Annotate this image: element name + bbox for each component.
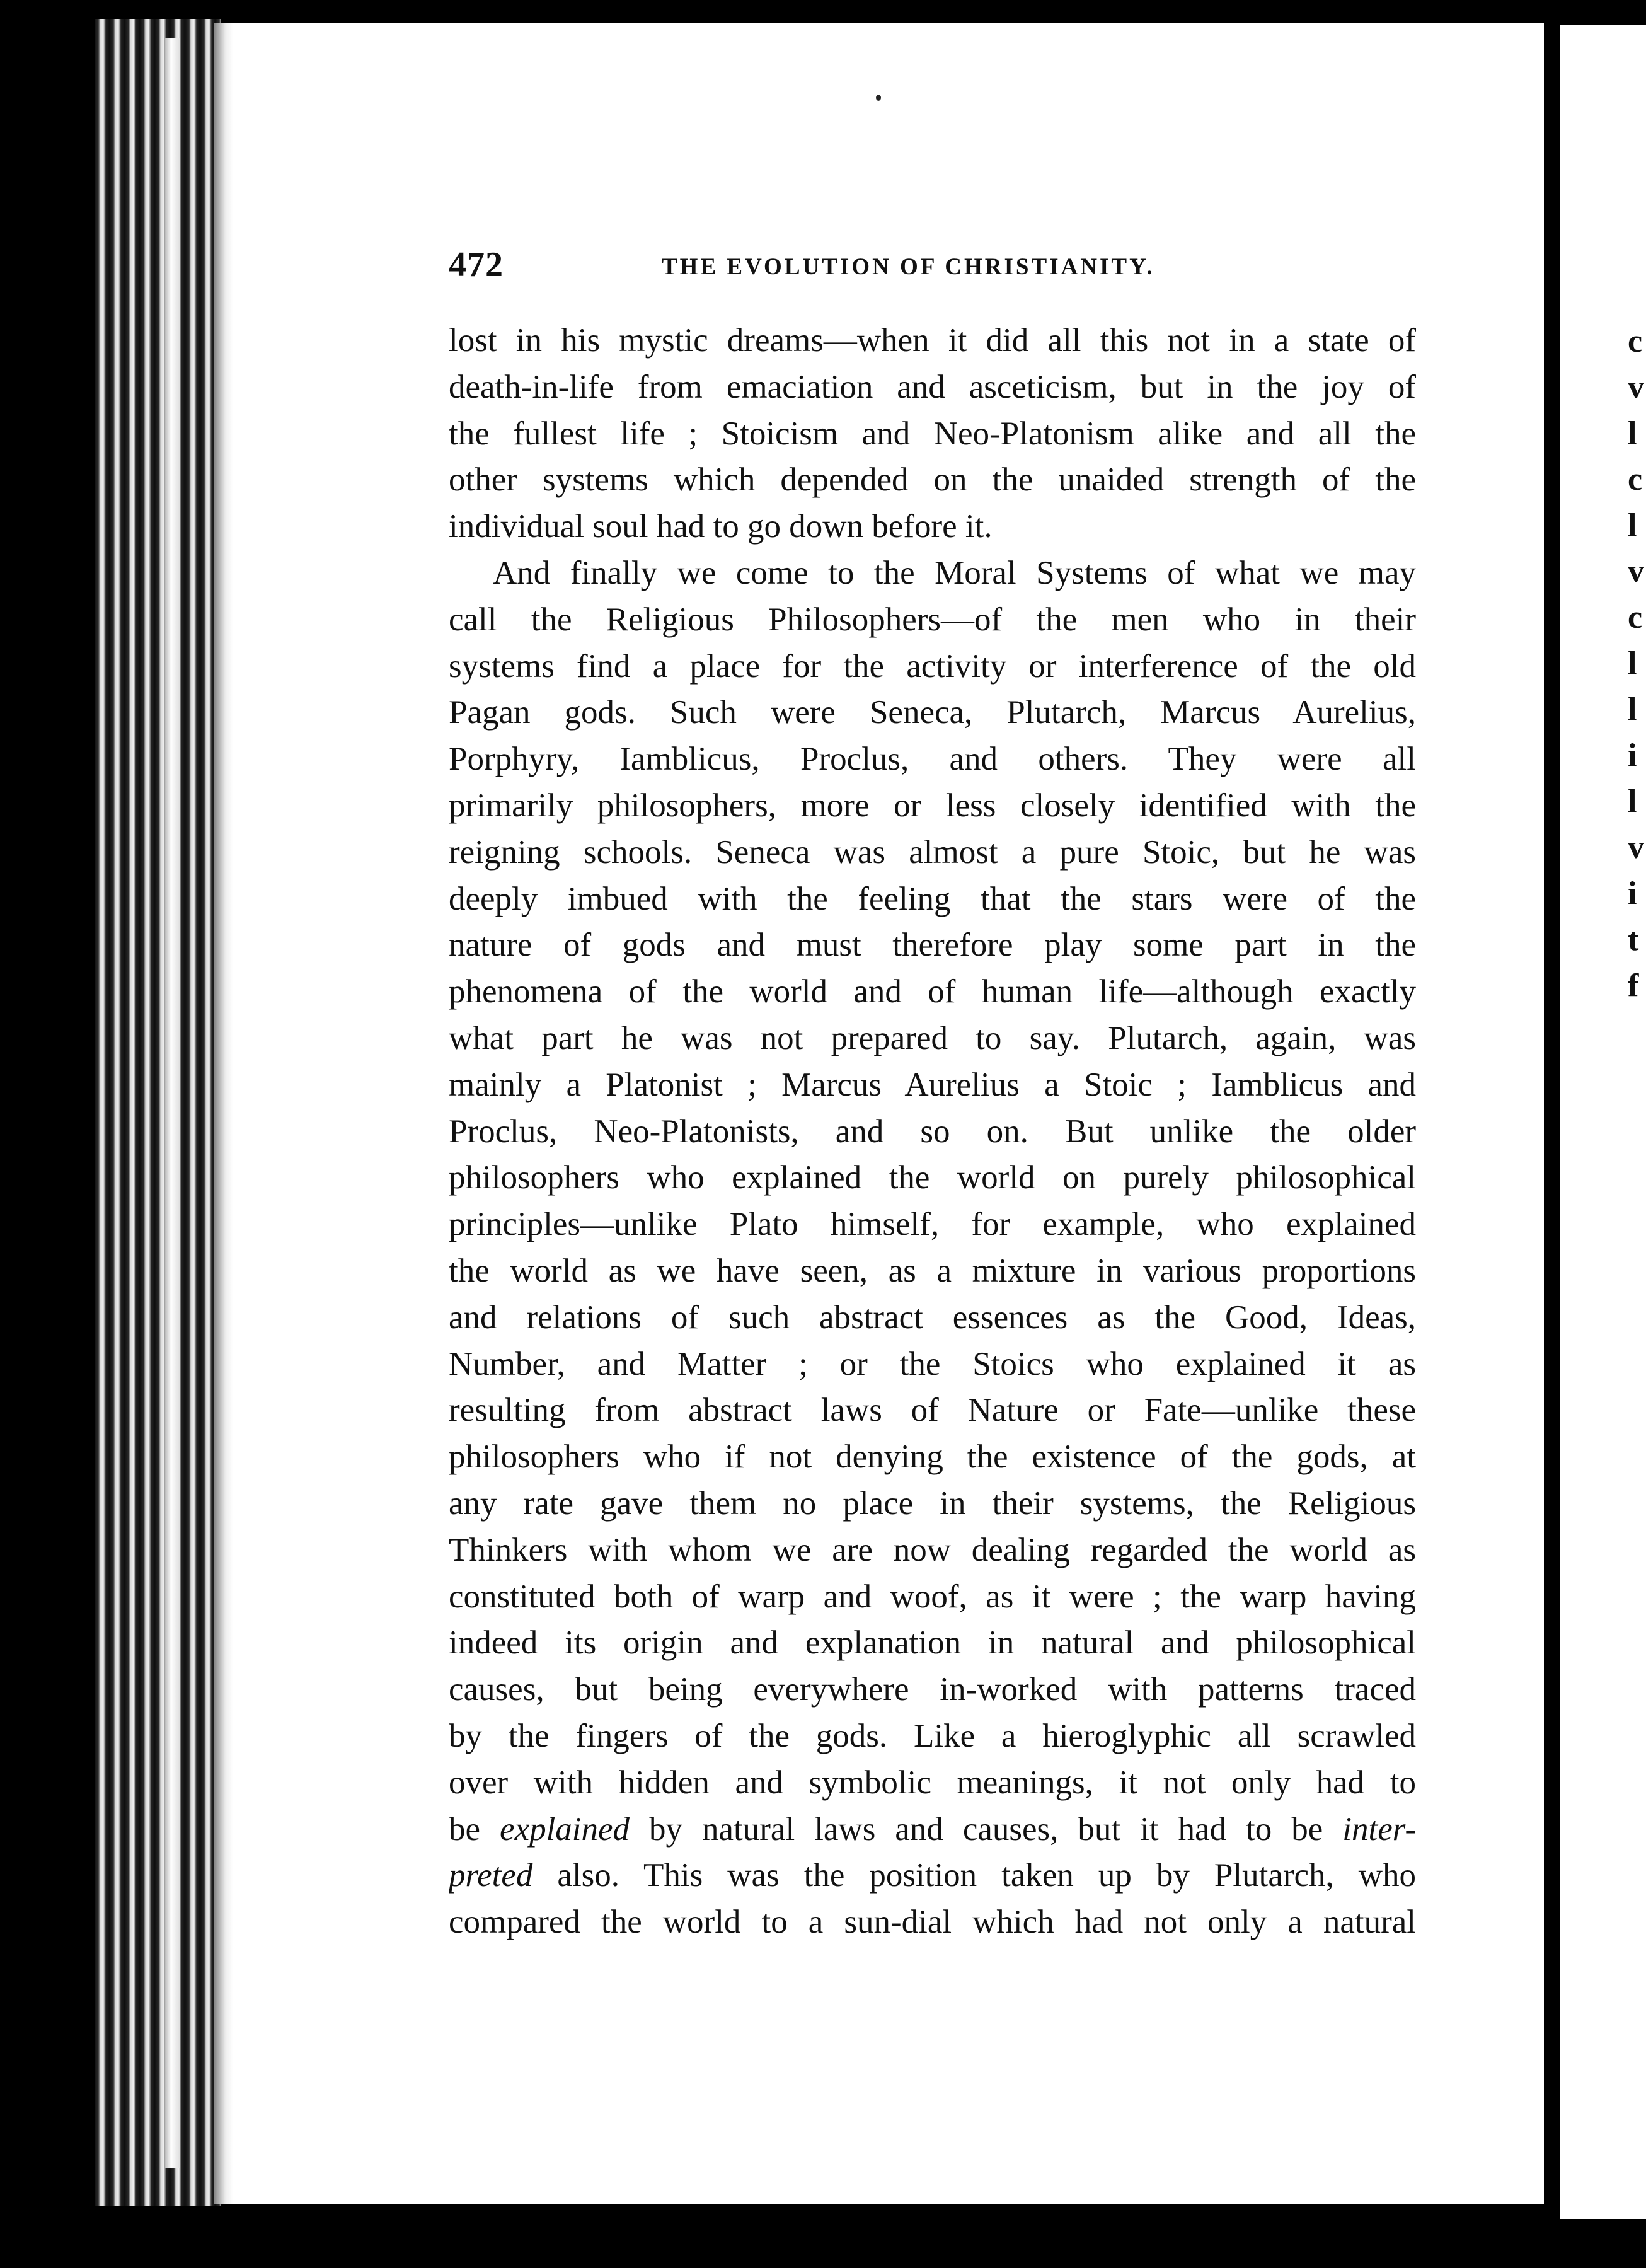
text-line: philosophers who explained the world on purely philosophical: [449, 1159, 1416, 1196]
text-line: over with hidden and symbolic meanings, it not only had to: [449, 1764, 1416, 1801]
text-line: the world as we have seen, as a mixture in various proportions: [449, 1252, 1416, 1289]
text-line: any rate gave them no place in their systems, the Religious: [449, 1484, 1416, 1522]
facing-page-letter: l: [1628, 415, 1637, 451]
text-line: [449, 1853, 1416, 1899]
text-line: causes, but being everywhere in-worked with patterns traced: [449, 1671, 1416, 1708]
text-line: primarily philosophers, more or less closely identified with the: [449, 787, 1416, 824]
text-line: call the Religious Philosophers—of the men who in their: [449, 601, 1416, 638]
page-number: 472: [449, 245, 504, 284]
text-line: and relations of such abstract essences as the Good, Ideas,: [449, 1299, 1416, 1336]
text-line: Number, and Matter ; or the Stoics who explained it as: [449, 1345, 1416, 1382]
facing-page-letter: t: [1628, 922, 1639, 958]
text-line: compared the world to a sun-dial which had not only a natural: [449, 1904, 1416, 1941]
text-line: constituted both of warp and woof, as it were ; the warp having: [449, 1578, 1416, 1615]
text-line: individual soul had to go down before it.: [449, 508, 993, 545]
text-segment: also. This was the position taken up by Plutarch, who: [532, 1857, 1416, 1894]
text-segment: by natural laws and causes, but it had to be: [630, 1810, 1343, 1848]
text-line: Pagan gods. Such were Seneca, Plutarch, Marcus Aurelius,: [449, 694, 1416, 731]
facing-page-letter: l: [1628, 645, 1637, 681]
text-line: systems find a place for the activity or interference of the old: [449, 647, 1416, 685]
body-text: [449, 318, 1416, 1946]
text-line: resulting from abstract laws of Nature or Fate—unlike these: [449, 1392, 1416, 1429]
text-line: Thinkers with whom we are now dealing regarded the world as: [449, 1531, 1416, 1568]
text-line: death-in-life from emaciation and asceticism, but in the joy of: [449, 368, 1416, 405]
text-line: Porphyry, Iamblicus, Proclus, and others. They were all: [449, 741, 1416, 778]
facing-page-letters: [1628, 318, 1646, 1009]
facing-page-letter: v: [1628, 553, 1644, 589]
page-gutter-shadow: [214, 23, 233, 2204]
text-line: indeed its origin and explanation in natural and philosophical: [449, 1624, 1416, 1662]
italic-word: preted: [449, 1857, 533, 1894]
facing-page-letter: f: [1628, 968, 1639, 1004]
facing-page-letter: i: [1628, 738, 1637, 773]
text-line: phenomena of the world and of human life—although exactly: [449, 973, 1416, 1010]
text-line: other systems which depended on the unaided strength of the: [449, 461, 1416, 499]
facing-page-letter: l: [1628, 507, 1637, 543]
text-line: deeply imbued with the feeling that the stars were of the: [449, 880, 1416, 917]
text-line: lost in his mystic dreams—when it did all this not in a state of: [449, 322, 1416, 359]
facing-page-letter: v: [1628, 830, 1644, 865]
text-line: philosophers who if not denying the existence of the gods, at: [449, 1438, 1416, 1476]
text-line: And finally we come to the Moral Systems of what we may: [493, 554, 1416, 591]
text-line: mainly a Platonist ; Marcus Aurelius a Stoic ; Iamblicus and: [449, 1066, 1416, 1103]
facing-page-letter: i: [1628, 876, 1637, 911]
book-page-edges: [95, 19, 221, 2206]
facing-page-letter: c: [1628, 323, 1643, 359]
text-line: the fullest life ; Stoicism and Neo-Platonism alike and all the: [449, 415, 1416, 452]
text-line: nature of gods and must therefore play some part in the: [449, 927, 1416, 964]
text-segment: be: [449, 1810, 500, 1848]
text-line: by the fingers of the gods. Like a hieroglyphic all scrawled: [449, 1717, 1416, 1754]
facing-page-letter: l: [1628, 691, 1637, 727]
facing-page-letter: l: [1628, 784, 1637, 819]
text-line: Proclus, Neo-Platonists, and so on. But unlike the older: [449, 1113, 1416, 1150]
text-line: reigning schools. Seneca was almost a pure Stoic, but he was: [449, 833, 1416, 871]
page-header: [449, 245, 1413, 289]
facing-page-letter: v: [1628, 369, 1644, 405]
running-title: THE EVOLUTION OF CHRISTIANITY.: [662, 254, 1155, 280]
facing-page-letter: c: [1628, 599, 1643, 635]
facing-page-letter: c: [1628, 461, 1643, 497]
page-edge-highlight: [165, 38, 180, 2168]
italic-word: inter-: [1342, 1810, 1416, 1848]
text-line: [449, 1807, 1416, 1853]
text-line: what part he was not prepared to say. Plutarch, again, was: [449, 1019, 1416, 1056]
print-speck: [876, 95, 881, 101]
italic-word: explained: [500, 1810, 630, 1848]
text-line: principles—unlike Plato himself, for example, who explained: [449, 1206, 1416, 1243]
